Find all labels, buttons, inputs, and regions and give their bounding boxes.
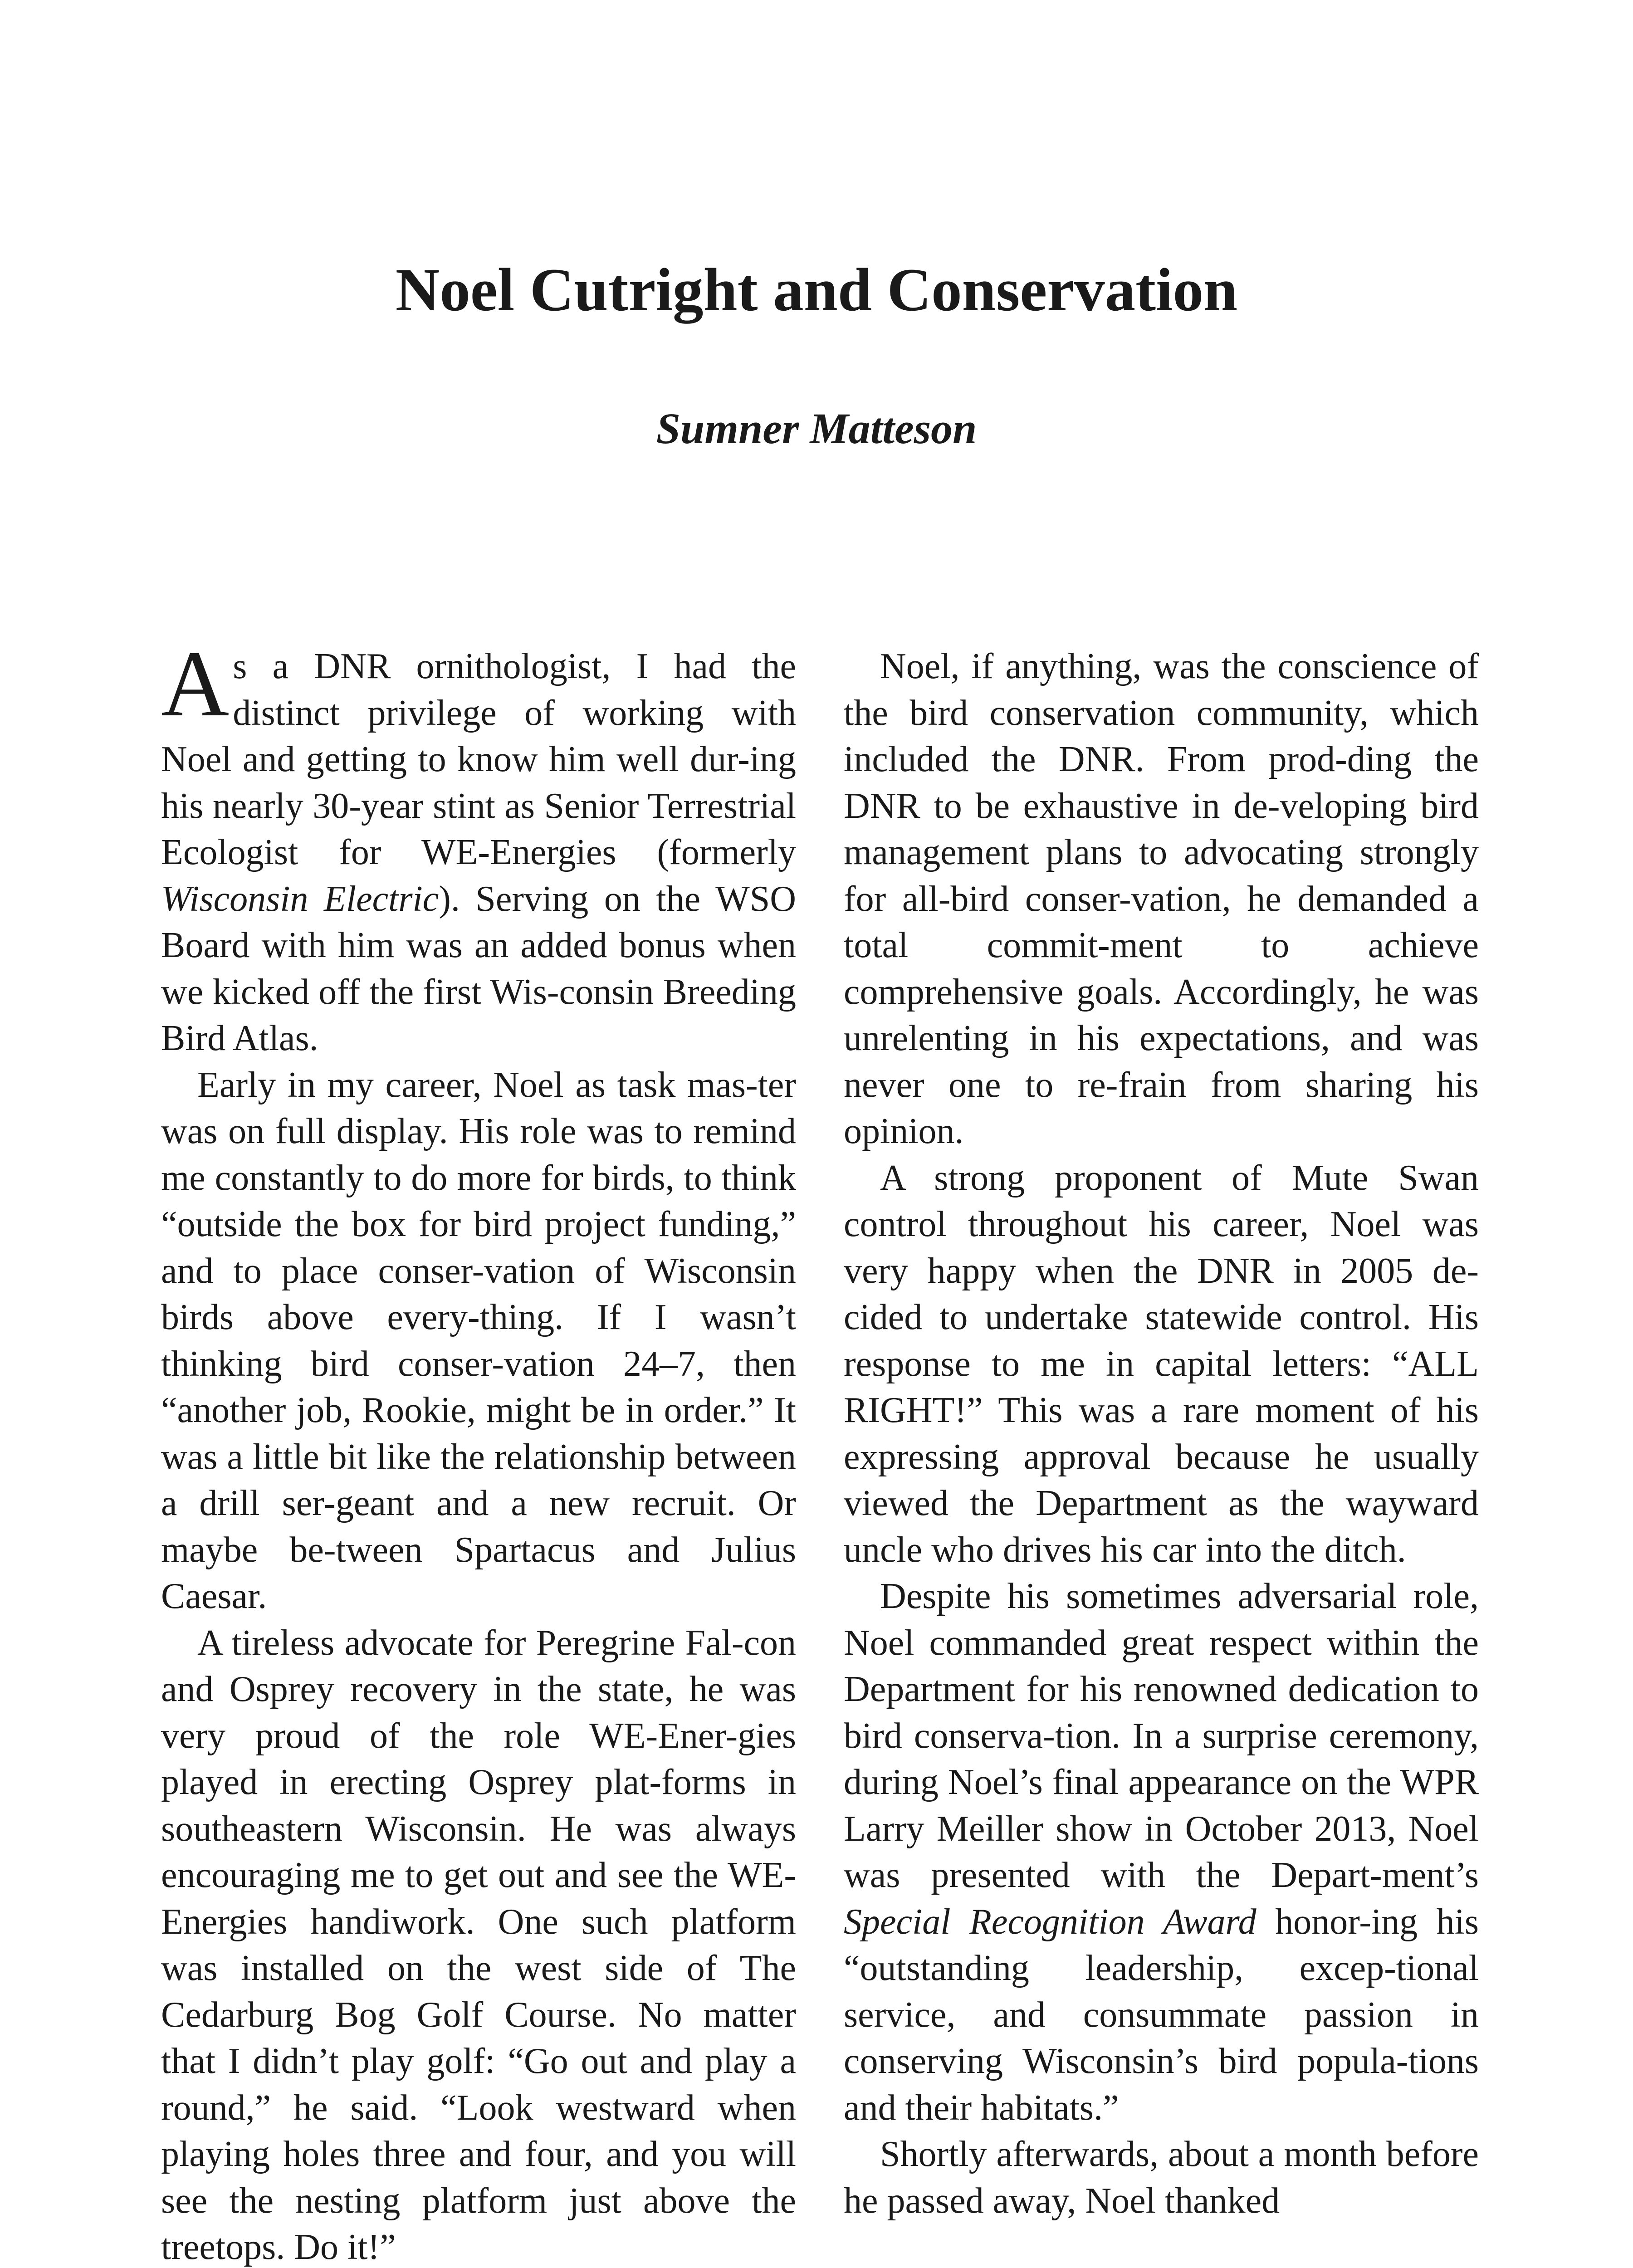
right-column (844, 643, 1479, 2224)
paragraph-1-text-b: ). Serving on the WSO Board with him was an added bonus when we kicked off the first Wis-consin Breeding Bird Atlas. (161, 879, 797, 1058)
paragraph-6 (844, 1573, 1479, 2131)
left-column (161, 631, 797, 2268)
paragraph-5: A strong proponent of Mute Swan control throughout his career, Noel was very happy when the DNR in 2005 de-cided to undertake statewide control. His response to me in capital letters: “ALL RIGHT!” This was a rare moment of his expressing approval because he usually viewed the Department as the wayward uncle who drives his car into the ditch. (844, 1158, 1479, 1570)
paragraph-6-text-b: honor-ing his “outstanding leadership, excep-tional service, and consummate passion in conserving Wisconsin’s bird popula-tions and their habitats.” (844, 1901, 1479, 2128)
paragraph-1-text-a: s a DNR ornithologist, I had the distinct privilege of working with Noel and getting to know him well dur-ing his nearly 30-year stint as Senior Terrestrial Ecologist for WE-Energies (formerly (161, 646, 796, 872)
company-name-italic: Wisconsin Electric (161, 879, 439, 919)
award-name-italic: Special Recognition Award (844, 1901, 1257, 1942)
drop-cap: A (161, 631, 230, 736)
author-byline: Sumner Matteson (656, 404, 977, 453)
paragraph-6-text-a: Despite his sometimes adversarial role, Noel commanded great respect within the Department for his renowned dedication to bird conserva-tion. In a surprise ceremony, during Noel’s final appearance on the WPR Larry Meiller show in October 2013, Noel was presented with the Depart-ment’s (844, 1576, 1479, 1895)
paragraph-1 (161, 631, 797, 1062)
paragraph-3: A tireless advocate for Peregrine Fal-con and Osprey recovery in the state, he was very proud of the role WE-Ener-gies played in erecting Osprey plat-forms in southeastern Wisconsin. He was always encouraging me to get out and see the WE-Energies handiwork. One such platform was installed on the west side of The Cedarburg Bog Golf Course. No matter that I didn’t play golf: “Go out and play a round,” he said. “Look westward when playing holes three and four, and you will see the nesting platform just above the treetops. Do it!” (161, 1623, 796, 2267)
article-title: Noel Cutright and Conservation (395, 256, 1238, 324)
paragraph-2: Early in my career, Noel as task mas-ter was on full display. His role was to remind me constantly to do more for birds, to think “outside the box for bird project funding,” and to place conser-vation of Wisconsin birds above every-thing. If I wasn’t thinking bird conser-vation 24–7, then “another job, Rookie, might be in order.” It was a little bit like the relationship between a drill ser-geant and a new recruit. Or maybe be-tween Spartacus and Julius Caesar. (161, 1065, 796, 1616)
paragraph-7: Shortly afterwards, about a month before he passed away, Noel thanked (844, 2134, 1479, 2221)
paragraph-4: Noel, if anything, was the conscience of the bird conservation community, which included the DNR. From prod-ding the DNR to be exhaustive in de-veloping bird management plans to advocating strongly for all-bird conser-vation, he demanded a total commit-ment to achieve comprehensive goals. Accordingly, he was unrelenting in his expectations, and was never one to re-frain from sharing his opinion. (844, 646, 1479, 1151)
